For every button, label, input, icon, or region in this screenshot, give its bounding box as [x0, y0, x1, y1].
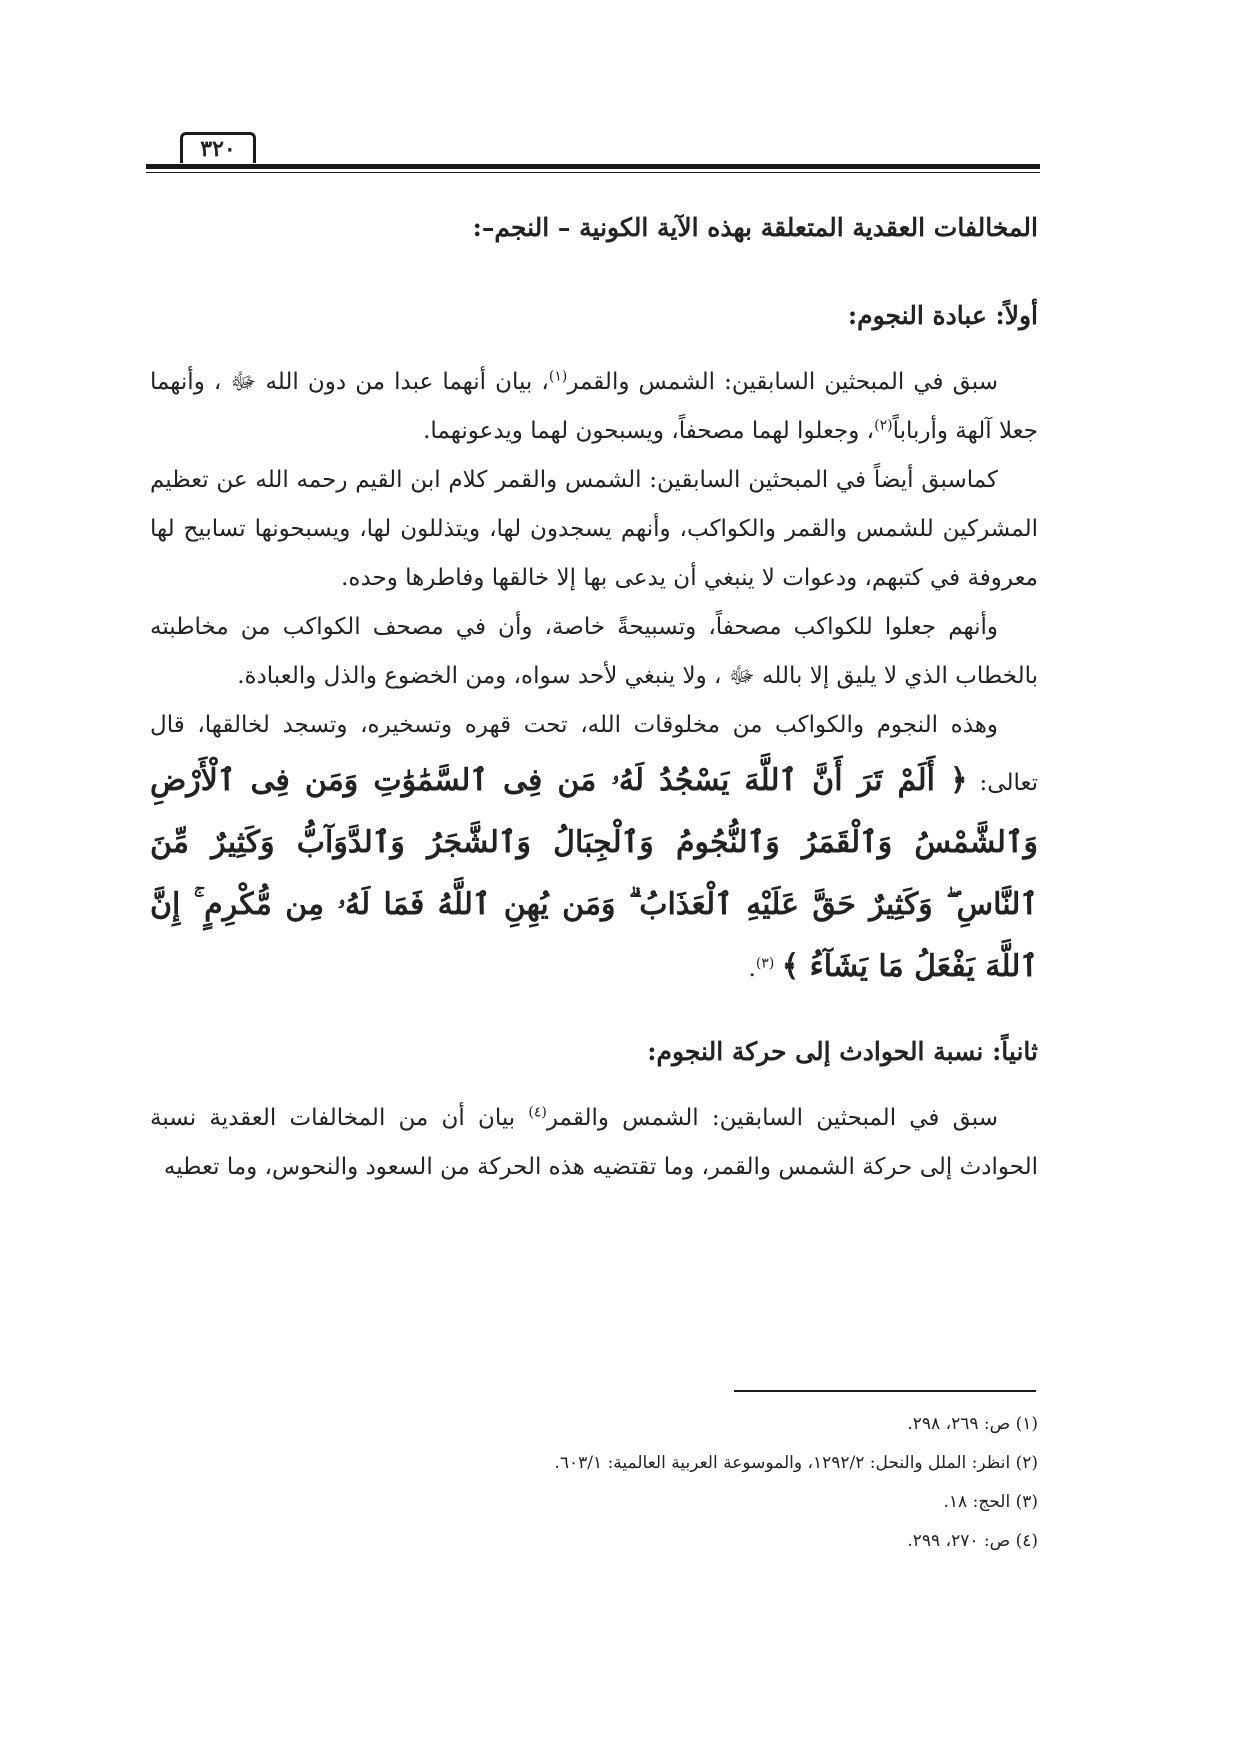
- paragraph-5-part-a: سبق في المبحثين السابقين: الشمس والقمر: [546, 1105, 998, 1131]
- footnote-4: (٤) ص: ٢٧٠، ٢٩٩.: [907, 1531, 1038, 1551]
- footnote-2: (٢) انظر: الملل والنحل: ١٢٩٢/٢، والموسوعة العربية العالمية: ٦٠٣/١.: [554, 1453, 1038, 1473]
- paragraph-5-part-b: بيان أن من المخالفات العقدية نسبة الحوادث إلى حركة الشمس والقمر، وما تقتضيه هذه الحركة من السعود والنحوس، وما تعطيه: [150, 1105, 1038, 1180]
- section-title: المخالفات العقدية المتعلقة بهذه الآية الكونية – النجم–:: [472, 213, 1038, 242]
- quran-verse: ﴿ أَلَمْ تَرَ أَنَّ ٱللَّهَ يَسْجُدُ لَهُۥ مَن فِى ٱلسَّمَٰوَٰتِ وَمَن فِى ٱلْأَرْضِ وَٱلشَّمْسُ وَٱلْقَمَرُ وَٱلنُّجُومُ وَٱلْجِبَالُ وَٱلشَّجَرُ وَٱلدَّوَآبُّ وَكَثِيرٌ مِّنَ ٱلنَّاسِ ۖ وَكَثِيرٌ حَقَّ عَلَيْهِ ٱلْعَذَابُ ۗ وَمَن يُهِنِ ٱللَّهُ فَمَا لَهُۥ مِن مُّكْرِمٍ ۚ إِنَّ ٱللَّهَ يَفْعَلُ مَا يَشَآءُ ﴾: [150, 763, 1038, 984]
- paragraph-1: [150, 358, 1038, 456]
- paragraph-4-intro: وهذه النجوم والكواكب من مخلوقات الله، تحت قهره وتسخيره، وتسجد لخالقها، قال تعالى:: [150, 712, 1038, 796]
- footnote-ref-3: (٣): [755, 955, 775, 972]
- paragraph-1-part-b: ، بيان أنهما عبدا من دون الله ﷻ ، وأنهما جعلا آلهة وأرباباً: [150, 369, 1038, 444]
- paragraph-3: وأنهم جعلوا للكواكب مصحفاً، وتسبيحةً خاصة، وأن في مصحف الكواكب من مخاطبته بالخطاب الذي لا يليق إلا بالله ﷻ ، ولا ينبغي لأحد سواه، ومن الخضوع والذل والعبادة.: [150, 614, 1038, 689]
- footnote-3: (٣) الحج: ١٨.: [943, 1492, 1038, 1512]
- heading-first: أولاً: عبادة النجوم:: [847, 301, 1038, 330]
- main-content: [150, 208, 1038, 1192]
- header-rule-thick: [146, 164, 1040, 169]
- header-rule-thin: [146, 172, 1040, 173]
- footnote-ref-1: (١): [548, 368, 568, 385]
- paragraph-4-end: .: [748, 956, 756, 982]
- paragraph-2: كماسبق أيضاً في المبحثين السابقين: الشمس والقمر كلام ابن القيم رحمه الله عن تعظيم المشركين للشمس والقمر والكواكب، وأنهم يسجدون لها، ويتذللون لها، ويسبحونها تسابيح لها معروفة في كتبهم، ودعوات لا ينبغي أن يدعى بها إلا خالقها وفاطرها وحده.: [150, 467, 1038, 591]
- heading-second: ثانياً: نسبة الحوادث إلى حركة النجوم:: [647, 1037, 1038, 1066]
- paragraph-4: [150, 701, 1038, 998]
- paragraph-5: [150, 1094, 1038, 1192]
- page-number: ٣٢٠: [180, 132, 256, 163]
- footnote-1: (١) ص: ٢٦٩، ٢٩٨.: [907, 1414, 1038, 1434]
- paragraph-1-part-c: ، وجعلوا لهما مصحفاً، ويسبحون لهما ويدعونهما.: [423, 418, 875, 444]
- footnotes: [150, 1405, 1038, 1561]
- footnote-separator: [734, 1390, 1036, 1392]
- page-header: [146, 132, 1040, 172]
- paragraph-1-part-a: سبق في المبحثين السابقين: الشمس والقمر: [567, 369, 998, 395]
- footnote-ref-4: (٤): [528, 1104, 547, 1121]
- footnote-ref-2: (٢): [874, 417, 893, 434]
